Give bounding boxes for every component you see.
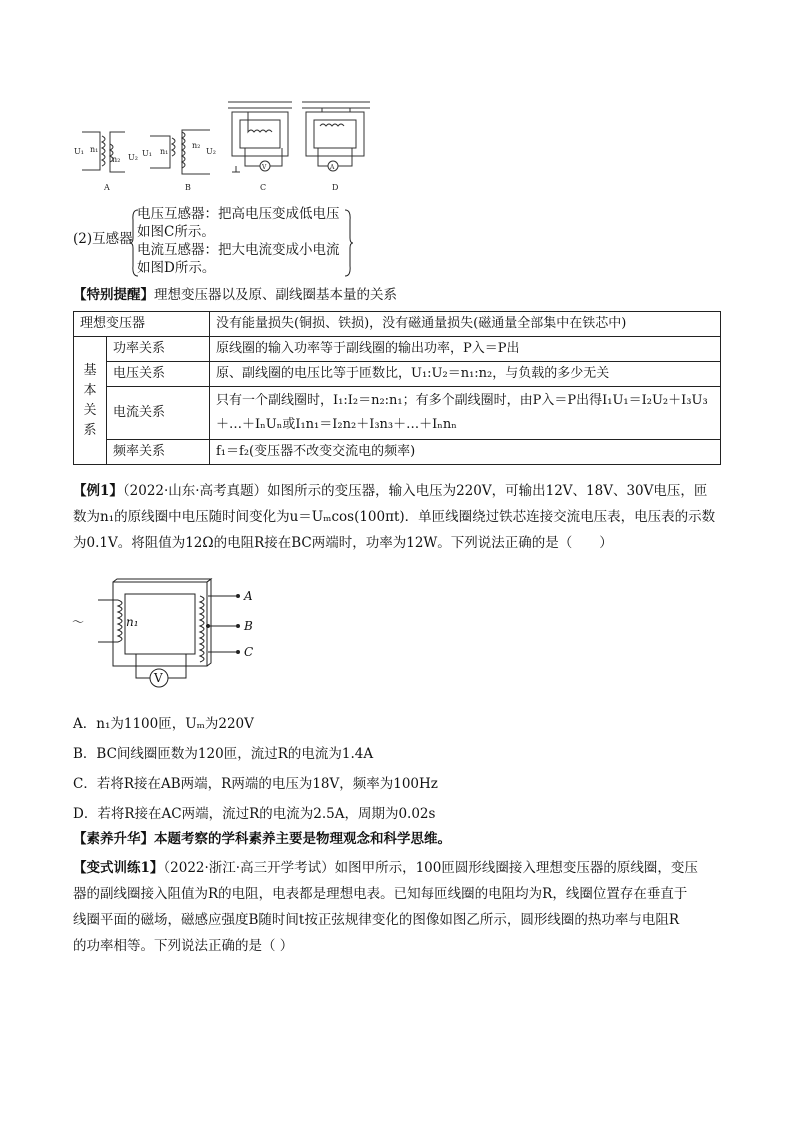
current-transformer-fig: 如图D所示。: [137, 260, 216, 276]
variant-training-1: 【变式训练1】（2022·浙江·高三开学考试）如图甲所示，100匝圆形线圈接入理想变压器的原线圈，变压 器的副线圈接入阻值为R的电阻，电表都是理想电表。已知每匝线圈的电阻均为R，线圈位置存在垂直于 线圈平面的磁场，磁感应强度B随时间t按正弦规律变化的图像如图乙所示，圆形线圈的热功率与电阻R 的功率相等。下列说法正确的是（ ）: [73, 860, 698, 954]
example-1: 【例1】（2022·山东·高考真题）如图所示的变压器，输入电压为220V，可输出12V、18V、30V电压，匝 数为n₁的原线圈中电压随时间变化为u＝Uₘcos(100πt)．单匝线圈绕过铁芯连接交流电压表，电压表的示数 为0.1V。将阻值为12Ω的电阻R接在BC两端时，功率为12W。下列说法正确的是（ ）: [73, 483, 716, 551]
label-u2-b: U₂: [206, 147, 216, 156]
right-brace: [343, 208, 353, 278]
ammeter-label: A: [330, 164, 335, 171]
special-tip: [73, 284, 397, 306]
variant-tag: 【变式训练1】: [73, 860, 164, 876]
example-tag: 【例1】: [73, 483, 123, 499]
label-u1-b: U₁: [142, 149, 152, 158]
voltmeter-symbol: V: [154, 671, 163, 685]
table-cell-name: 电流关系: [107, 387, 210, 440]
terminal-b-label: B: [244, 619, 253, 633]
table-cell-value: 原线圈的输入功率等于副线圈的输出功率，P入＝P出: [210, 337, 721, 362]
table-row: [74, 337, 721, 362]
terminal-a-label: A: [244, 589, 253, 603]
relation-table: [73, 311, 721, 465]
label-n2-b: n₂: [192, 141, 201, 150]
label-n1-a: n₁: [90, 145, 99, 154]
option-b: B．BC间线圈匝数为120匝，流过R的电流为1.4A: [73, 746, 374, 762]
table-cell-ideal-desc: 没有能量损失(铜损、铁损)，没有磁通量损失(磁通量全部集中在铁芯中): [210, 312, 721, 337]
option-a: A．n₁为1100匝，Uₘ为220V: [73, 716, 254, 732]
figure-label-d: D: [332, 183, 339, 192]
ac-source-symbol: ～: [72, 615, 85, 629]
table-row: [74, 312, 721, 337]
table-group-label: 基 本 关 系: [74, 337, 107, 465]
transformer-figures: [70, 92, 380, 198]
table-cell-value: f₁＝f₂(变压器不改变交流电的频率): [210, 440, 721, 465]
voltage-transformer-fig: 如图C所示。: [137, 224, 215, 240]
voltmeter-label: V: [262, 164, 267, 171]
table-cell-name: 功率关系: [107, 337, 210, 362]
example-transformer-figure: [68, 578, 268, 702]
tip-text: 理想变压器以及原、副线圈基本量的关系: [154, 287, 397, 303]
label-n2-a: n₂: [112, 155, 121, 164]
table-cell-name: 频率关系: [107, 440, 210, 465]
literacy-note: 【素养升华】本题考察的学科素养主要是物理观念和科学思维。: [73, 831, 451, 847]
label-u2-a: U₂: [128, 153, 138, 162]
current-transformer-text: 电流互感器：把大电流变成小电流: [137, 242, 340, 258]
figure-label-a: A: [104, 183, 110, 192]
label-u1-a: U₁: [74, 147, 84, 156]
option-c: C．若将R接在AB两端，R两端的电压为18V，频率为100Hz: [73, 776, 438, 792]
table-cell-value: 原、副线圈的电压比等于匝数比，U₁:U₂＝n₁:n₂，与负载的多少无关: [210, 362, 721, 387]
terminal-c-label: C: [244, 645, 254, 659]
tip-tag: 【特别提醒】: [73, 287, 154, 303]
table-row: [74, 440, 721, 465]
n1-label: n₁: [126, 615, 139, 629]
voltage-transformer-text: 电压互感器：把高电压变成低电压: [137, 206, 340, 222]
table-cell-ideal: 理想变压器: [74, 312, 210, 337]
table-row: [74, 387, 721, 440]
figure-label-b: B: [185, 183, 191, 192]
table-row: [74, 362, 721, 387]
table-cell-value: 只有一个副线圈时，I₁:I₂＝n₂:n₁；有多个副线圈时，由P入＝P出得I₁U₁＝I₂U₂＋I₃U₃ ＋…＋IₙUₙ或I₁n₁＝I₂n₂＋I₃n₃＋…＋Iₙnₙ: [210, 387, 721, 440]
table-cell-name: 电压关系: [107, 362, 210, 387]
option-d: D．若将R接在AC两端，流过R的电流为2.5A，周期为0.02s: [73, 806, 436, 822]
mutual-inductor-prefix: (2)互感器: [73, 231, 133, 247]
label-n1-b: n₁: [160, 147, 169, 156]
figure-label-c: C: [260, 183, 267, 192]
